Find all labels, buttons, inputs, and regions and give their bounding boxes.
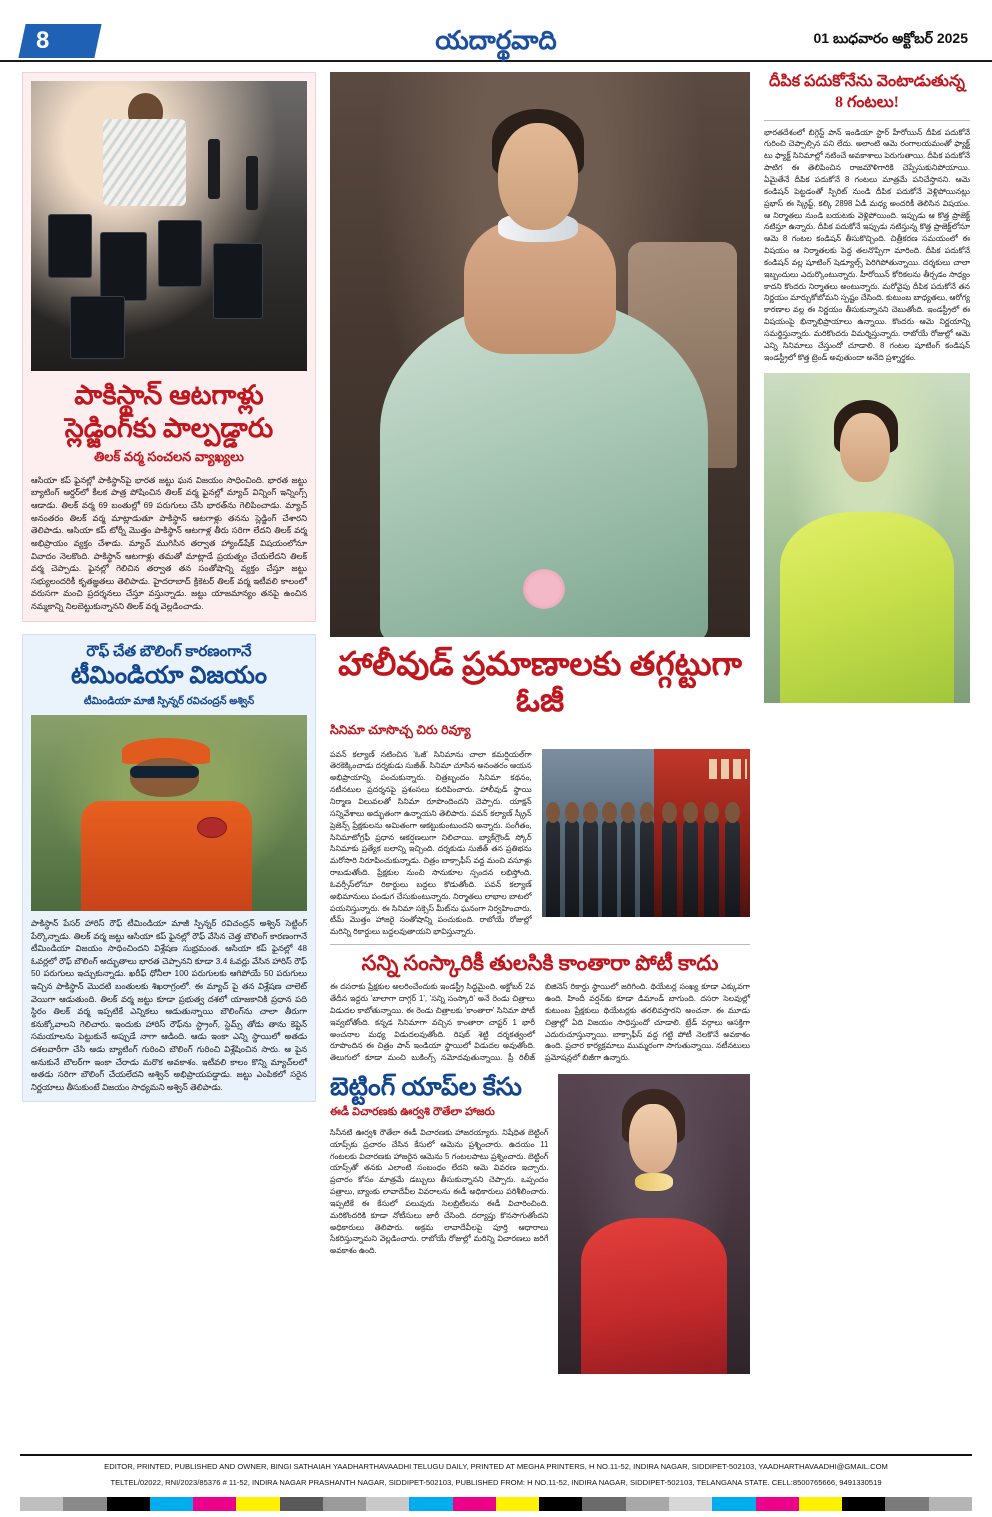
colorbar-swatch — [496, 1497, 539, 1511]
article-body-deepika: భారతదేశంలో బిగ్గెస్ట్ పాన్ ఇండియా స్టార్ హీరోయిన్ దీపిక పదుకోనే గురించి చెప్పాల్సిన పని లేదు. అలాంటి ఆమె రంగాలయమంతో ఫ్యాక్ట్ టు ఫ్యాక్ట్ సినిమాల్లో నటించే అవకాశాలు పెరుగుతాయి. దీపిక పదుకోనే పాటిగ ఈ తెలిపించిన రాజమౌళిగారికి చెప్పేసుకునిపోయాయి. ఏమైతేనే దీపిక పదుకోనే 8 గంటలు మాత్రమే పనిచేస్తానని. ఆమె కండిషన్ పెట్టడంతో స్పిరిట్ నుండి దీపిక పదుకోనే వెళ్లిపోయినట్లు ప్రభాస్ ఈ స్క్రిప్ట్, కల్కి 2898 ఏడీ మధ్య అందరికీ తెలిసిన విషయం. ఆ నిర్మాతలు నుండి బయటకు వెళ్లిపోయింది. ఇప్పుడు ఆ కొత్త ప్రాజెక్ట్ నటిస్తూ ఉన్నారు. దీపిక పదుకోనే ఇప్పుడు నటిస్తున్న కొత్త ప్రాజెక్ట్‌లోనూ ఆమె 8 గంటల కండిషన్ తీసుకొచ్చింది. చిత్రీకరణ సమయంలో ఈ విషయం ఆ నిర్మాతలకు పెద్ద తలనొప్పిగా మారింది. దీపిక పదుకోనే కండిషన్ వల్ల షూటింగ్ షెడ్యూల్స్ పెరిగిపోతున్నాయి. దర్శకులు చాలా ఇబ్బందులు ఎదుర్కొంటున్నారు. హీరోయిన్ కోరికలను తీర్చడం సాధ్యం కాదని కొందరు నిర్మాతలు అంటున్నారు. మరోవైపు దీపిక పదుకోనే తన నిర్ణయం మార్చుకోబోమని స్పష్టం చేసింది. కుటుంబ బాధ్యతలు, ఆరోగ్య కారణాల వల్ల ఈ నిర్ణయం తీసుకున్నానని చెబుతోంది. ఇండస్ట్రీలో ఈ విషయంపై భిన్నాభిప్రాయాలు ఉన్నాయి. కొందరు ఆమె నిర్ణయాన్ని సమర్థిస్తున్నారు. మరికొందరు విమర్శిస్తున్నారు. రాబోయే రోజుల్లో ఆమె ఎన్ని సినిమాలు చేస్తుందో చూడాలి. 8 గంటల షూటింగ్ కండిషన్ ఇండస్ట్రీలో కొత్త ట్రెండ్ అవుతుందా అనేది ప్రశ్నార్థకం. — [764, 127, 970, 362]
diamond-necklace — [498, 213, 578, 241]
colorbar-swatch — [885, 1497, 928, 1511]
attendee — [565, 819, 580, 916]
attendee — [704, 819, 719, 916]
sunglasses-icon — [130, 766, 199, 778]
registration-colorbar — [20, 1497, 972, 1511]
headline-pakistan: పాకిస్థాన్ ఆటగాళ్లు స్లెడ్జింగ్‌కు పాల్పడ్డారు — [64, 380, 274, 443]
attendee-head — [725, 802, 740, 823]
attendee-head — [683, 802, 698, 823]
colorbar-swatch — [150, 1497, 193, 1511]
colorbar-swatch — [842, 1497, 885, 1511]
article-body-betting: సినీనటి ఊర్వశి రౌతేలా ఈడీ విచారణకు హాజరయ్యారు. నిషేధిత బెట్టింగ్ యాప్స్‌కు ప్రచారం చేసిన కేసులో ఆమెను ప్రశ్నించారు. ఉదయం 11 గంటలకు విచారణకు హాజరైన ఆమెను 5 గంటలపాటు ప్రశ్నించారు. బెట్టింగ్ యాప్స్‌తో తనకు ఎలాంటి సంబంధం లేదని ఆమె వివరణ ఇచ్చారు. ప్రచారం కోసం మాత్రమే డబ్బులు తీసుకున్నానని చెప్పారు. ఒప్పందం పత్రాలు, బ్యాంకు లావాదేవీల వివరాలను ఈడీ అధికారులు పరిశీలించారు. ఇప్పటికే ఈ కేసులో పలువురు సెలబ్రిటీలను ఈడీ విచారించింది. మరికొందరికి కూడా నోటీసులు జారీ చేసింది. దర్యాప్తు కొనసాగుతోందని అధికారులు తెలిపారు. అక్రమ లావాదేవీలపై పూర్తి ఆధారాలు సేకరిస్తున్నామని వెల్లడించారు. రాబోయే రోజుల్లో మరిన్ని విచారణలు జరిగే అవకాశం ఉంది. — [330, 1127, 549, 1256]
attendee-head — [565, 802, 580, 823]
colorbar-swatch — [799, 1497, 842, 1511]
attendee-head — [640, 802, 655, 823]
subhead-tilak: తిలక్ వర్మ సంచలన వ్యాఖ్యలు — [94, 448, 244, 464]
torso — [464, 219, 615, 355]
ravichandran-ashwin-photo — [31, 715, 307, 911]
deepika-padukone-portrait — [330, 72, 750, 637]
attendee-head — [546, 802, 561, 823]
flower-prop — [523, 569, 565, 609]
gold-necklace — [635, 1173, 673, 1191]
green-saree — [780, 512, 953, 703]
hair — [834, 400, 898, 453]
page-number-text: 8 — [36, 27, 50, 54]
subhead-ashwin: టీమిండియా మాజీ స్పిన్నర్ రవిచంద్రన్ అశ్విన్ — [83, 695, 255, 707]
attendee — [583, 819, 598, 916]
masthead — [0, 0, 992, 62]
colorbar-swatch — [539, 1497, 582, 1511]
phone-icon — [48, 214, 92, 278]
player-face — [130, 758, 199, 797]
og-movie-event-photo — [542, 749, 750, 917]
subhead-betting: ఈడీ విచారణకు ఊర్వశి రౌతేలా హాజరు — [330, 1105, 495, 1118]
attendee — [546, 819, 561, 916]
attendee — [640, 819, 655, 916]
colorbar-swatch — [63, 1497, 106, 1511]
cap-icon — [122, 738, 210, 763]
attendee-head — [662, 802, 677, 823]
face — [840, 413, 889, 482]
hair — [492, 109, 584, 177]
colorbar-swatch — [929, 1497, 972, 1511]
colorbar-swatch — [280, 1497, 323, 1511]
page-footer — [0, 1454, 992, 1517]
colorbar-swatch — [236, 1497, 279, 1511]
green-gown — [380, 298, 708, 637]
attendee — [725, 819, 740, 916]
attendee — [662, 819, 677, 916]
attendee-head — [583, 802, 598, 823]
colorbar-swatch — [756, 1497, 799, 1511]
footer-imprint-line1: EDITOR, PRINTED, PUBLISHED AND OWNER, BINGI SATHAIAH YAADHARTHAVAADHI TELUGU DAILY, PRINTED AT MEGHA PRINTERS, H NO.11-52, INDIRA NAGAR, SIDDIPET-502103, YAADHARTHAVAADHI@GMAIL.COM — [104, 1462, 888, 1472]
ashwin-article — [22, 634, 316, 1103]
article-body-kantara: ఈ దసరాకు ప్రేక్షకుల అలరించేందుకు ఇండస్ట్రీ సిద్ధమైంది. అక్టోబర్ 2వ తేదీన ఇద్దరు 'బాలాగా దాగ్గర్ 1', 'సన్ని సంస్కారి' అనే రెండు చిత్రాలు విడుదల కాబోతున్నాయి. ఈ రెండు చిత్రాలకు 'కాంతారా' సినిమా పోటీ ఇవ్వబోతోంది. కన్నడ సినిమాగా వచ్చిన కాంతారా చాప్టర్ 1 భారీ అంచనాల మధ్య విడుదలవుతోంది. రిషబ్ శెట్టి దర్శకత్వంలో రూపొందిన ఈ చిత్రం పాన్ ఇండియా స్థాయిలో విడుదల అవుతోంది. తెలుగులో కూడా మంచి బుకింగ్స్ నమోదవుతున్నాయి. ప్రీ రిలీజ్ బిజినెస్ రికార్డు స్థాయిలో జరిగింది. థియేటర్ల సంఖ్య కూడా ఎక్కువగా ఉంది. హిందీ వర్షన్‌కు కూడా డిమాండ్ బాగుంది. దసరా సెలవుల్లో కుటుంబ ప్రేక్షకులు థియేటర్లకు తరలివస్తారని అంచనా. ఈ మూడు చిత్రాల్లో ఏది విజయం సాధిస్తుందో చూడాలి. ట్రేడ్ వర్గాలు ఆసక్తిగా ఎదురుచూస్తున్నాయి. బాక్సాఫీస్ వద్ద గట్టి పోటీ నెలకొనే అవకాశం ఉంది. ప్రచార కార్యక్రమాలు ముమ్మరంగా సాగుతున్నాయి. నటీనటులు ప్రమోషన్లలో బిజీగా ఉన్నారు. — [330, 982, 750, 1063]
colorbar-swatch — [453, 1497, 496, 1511]
og-poster — [654, 749, 750, 917]
attendee — [683, 819, 698, 916]
article-body-og-left: పవన్ కల్యాణ్ నటించిన 'ఓజీ' సినిమాను చాలా కమర్షియల్‌గా తెరకెక్కించాడు దర్శకుడు సుజీత్. సినిమా చూసిన అనంతరం ఆయన అభిప్రాయాన్ని పంచుకున్నారు. చిత్రబృందం సినిమా కథనం, నటీనటుల ప్రదర్శనపై ప్రశంసలు కురిపించారు. హాలీవుడ్ స్థాయి నిర్మాణ విలువలతో సినిమా రూపొందిందని చెప్పారు. యాక్షన్ సన్నివేశాలు అద్భుతంగా ఉన్నాయని తెలిపారు. పవన్ కల్యాణ్ స్క్రీన్ ప్రెజెన్స్ ప్రేక్షకులను అమితంగా ఆకట్టుకుంటుందని అన్నారు. సంగీతం, సినిమాటోగ్రఫీ ప్రధాన ఆకర్షణలుగా నిలిచాయి. బ్యాక్‌గ్రౌండ్ స్కోర్ సినిమాకు ప్రత్యేక బలాన్ని ఇచ్చింది. దర్శకుడు సుజీత్ తన ప్రతిభను మరోసారి నిరూపించుకున్నాడు. చిత్రం బాక్సాఫీస్ వద్ద మంచి వసూళ్లు రాబడుతోంది. ప్రేక్షకుల నుంచి సానుకూల స్పందన లభిస్తోంది. ఓవర్సీస్‌లోనూ రికార్డులు బద్దలు కొడుతోంది. పవన్ కల్యాణ్ అభిమానులు పండుగ చేసుకుంటున్నారు. నిర్మాతలు లాభాల బాటలో పయనిస్తున్నారు. ఈ సినిమా సక్సెస్ మీట్‌ను ఘనంగా నిర్వహించారు. టీమ్ మొత్తం హాజరై సంతోషాన్ని పంచుకుంది. రాబోయే రోజుల్లో మరిన్ని రికార్డులు బద్దలవుతాయని భావిస్తున్నారు. — [330, 749, 532, 937]
headline-deepika: దీపిక పదుకోనేను వెంటాడుతున్న 8 గంటలు! — [769, 73, 965, 111]
section-divider — [330, 944, 750, 945]
headline-og: హాలీవుడ్ ప్రమాణాలకు తగ్గట్టుగా ఓజీ — [338, 647, 742, 720]
attendee-head — [602, 802, 617, 823]
microphone-icon — [208, 139, 220, 199]
urvashi-rautela-photo — [558, 1074, 750, 1374]
player-head — [128, 93, 164, 131]
colorbar-swatch — [712, 1497, 755, 1511]
colorbar-swatch — [366, 1497, 409, 1511]
phone-icon — [70, 296, 125, 360]
colorbar-swatch — [409, 1497, 452, 1511]
footer-imprint-line2: TELTEL/02022, RNI/2023/85376 # 11-52, INDIRA NAGAR PRASHANTH NAGAR, SIDDIPET-502103, PUBLISHED FROM: H NO.11-52, INDIRA NAGAR, SIDDIPET-502103, TELANGANA STATE. CELL:8500765666, 9491330519 — [110, 1478, 882, 1488]
poster-title-text — [709, 759, 747, 779]
attendee-head — [621, 802, 636, 823]
colorbar-swatch — [626, 1497, 669, 1511]
chair-prop — [628, 242, 737, 468]
colorbar-swatch — [20, 1497, 63, 1511]
headline-rauf-top: రౌఫ్ చేత బౌలింగ్ కారణంగానే — [86, 643, 252, 660]
paper-logo: యదార్థవాది — [435, 26, 557, 55]
section-divider — [764, 120, 970, 121]
betting-article-row — [330, 1074, 750, 1374]
janhvi-kapoor-photo — [764, 373, 970, 703]
player-jersey — [81, 801, 252, 911]
page-columns — [0, 62, 992, 1442]
headline-betting: బెట్టింగ్ యాప్‌ల కేసు — [330, 1074, 522, 1102]
player-shirt — [103, 119, 186, 206]
hair — [622, 1089, 685, 1143]
colorbar-swatch — [323, 1497, 366, 1511]
headline-kantara: సన్ని సంస్కారికీ తులసికి కాంతారా పోటీ కాదు — [361, 951, 719, 976]
attendee-head — [704, 802, 719, 823]
press-scrum-photo — [31, 81, 307, 371]
right-column — [764, 72, 970, 703]
left-column — [22, 72, 316, 1102]
colorbar-swatch — [193, 1497, 236, 1511]
colorbar-swatch — [107, 1497, 150, 1511]
colorbar-swatch — [669, 1497, 712, 1511]
article-body-pakistan: ఆసియా కప్ ఫైనల్లో పాకిస్థాన్‌పై భారత జట్టు ఘన విజయం సాధించింది. భారత జట్టు బ్యాటింగ్ ఆర్డర్‌లో కీలక పాత్ర పోషించిన తిలక్ వర్మ ఫైనల్లో మ్యాచ్ విన్నింగ్ ఇన్నింగ్స్ ఆడాడు. తిలక్ వర్మ 69 బంతుల్లో 69 పరుగులు చేసి భారత్‌ను గెలిపించాడు. మ్యాచ్ అనంతరం తిలక్ వర్మ మాట్లాడుతూ పాకిస్థాన్ ఆటగాళ్లు తనను స్లెడ్జింగ్ చేశారని తెలిపాడు. ఆసియా కప్ టోర్నీ మొత్తం పాకిస్థాన్ ఆటగాళ్ల తీరు సరిగా లేదని తిలక్ వర్మ అభిప్రాయం వ్యక్తం చేశాడు. మ్యాచ్ ముగిసిన తర్వాత హ్యాండ్‌షేక్ విషయంలోనూ వివాదం నెలకొంది. పాకిస్థాన్ ఆటగాళ్లు తమతో మాట్లాడే ప్రయత్నం చేయలేదని తిలక్ వర్మ చెప్పాడు. ఫైనల్లో గెలిచిన తర్వాత తన సంతోషాన్ని వ్యక్తం చేస్తూ జట్టు సభ్యులందరికీ కృతజ్ఞతలు తెలిపాడు. హైదరాబాద్ క్రికెటర్ తిలక్ వర్మ ఇటీవలి కాలంలో వరుసగా మంచి ప్రదర్శనలు చేస్తూ వస్తున్నాడు. జట్టు యాజమాన్యం తనపై ఉంచిన నమ్మకాన్ని నిలబెట్టుకున్నానని తిలక్ వర్మ వెల్లడించాడు. — [31, 474, 307, 611]
colorbar-swatch — [582, 1497, 625, 1511]
phone-icon — [213, 243, 263, 318]
paper-date: 01 బుధవారం అక్టోబర్ 2025 — [813, 30, 968, 46]
cricket-ball-icon — [197, 817, 227, 839]
attendee — [621, 819, 636, 916]
pakistan-sledging-article — [22, 72, 316, 622]
subhead-og: సినిమా చూసొచ్చ చిరు రివ్యూ — [330, 722, 471, 737]
center-column — [330, 72, 750, 1374]
phone-icon — [158, 220, 202, 287]
article-body-ashwin: పాకిస్థాన్ పేసర్ హారిస్ రౌఫ్ టీమిండియా మాజీ స్పిన్నర్ రవిచంద్రన్ అశ్విన్ సెట్టింగ్ పేర్కొన్నాడు. తిలక్ వర్మ జట్టు ఆసియా కప్ ఫైనల్లో రౌఫ్ వేసిన చెత్త బౌలింగ్ కారణంగానే టీమిండియా విజయం సాధించిందని విశ్లేషణ సుభ్రమంత. ఆసియా కప్ ఫైనల్లో 48 ఓవర్లలో రౌఫ్ బౌలింగ్ అద్భుతాలు భారత చెప్పానని కూడా 3.4 ఓవర్లు వేసిన హారిస్ రౌఫ్ 50 పరుగులు ఇచ్చుకున్నాడు. ఖరీఫ్ ధోనీలా 100 పరుగులకు ఆగిపోయే 50 పరుగులు ఇచ్చిన పాకిస్థాన్ మొదటి బంతులకు శిఖరాగ్రంలో. ఈ మ్యాచ్ పై తన విశ్లేషణ చాలెట్ వెయిగా ఆడుతుంది. తిలక్ వర్మ జట్టు కూడా ప్రభుత్వ దశలో యాజకానికి ప్రధాన పది స్థిరం తిలక్ వర్మ ఇప్పటికే ఎన్నికలు ఆడుతున్నాయి బౌలింగ్‌ను చాలా తీరుగా కనుక్కోవాలని గెలిచారు. ఇందుకు హారిస్ రౌఫ్‌ను స్ట్రాంగ్, స్టెమ్స్ తోడు తాను కెప్టెన్ సమయాలను పెట్టుకునే అప్పుడే నాగా ఆడింది. ఆడు ఇంకా ఎన్ని స్థాయిలో అతడు దశలవారీగా చేసి ఆడు బ్యాటింగ్ గురించి బౌలింగ్ గురించి విశ్లేషించిన సారు. ఆ పైన అనుకునే బౌలర్‌గా ఇంకా చేరాడు మరొక అవకాశం. ఇటీవలి కాలం కొన్ని మ్యాచ్‌లలో అతడు సరిగా బౌలింగ్ చేయలేదని అశ్విన్ అభిప్రాయపడ్డాడు. జట్టు ఎంపికలో సరైన నిర్ణయాలు తీసుకుంటే విజయం సాధ్యమని అశ్విన్ తెలిపాడు. — [31, 917, 307, 1092]
attendee — [602, 819, 617, 916]
microphone-icon — [246, 156, 258, 210]
face — [498, 123, 578, 230]
phone-icon — [100, 232, 147, 302]
red-dress — [581, 1218, 727, 1374]
headline-teamindia-win: టీమిండియా విజయం — [70, 663, 268, 690]
face — [629, 1104, 677, 1173]
og-article-row — [330, 749, 750, 939]
